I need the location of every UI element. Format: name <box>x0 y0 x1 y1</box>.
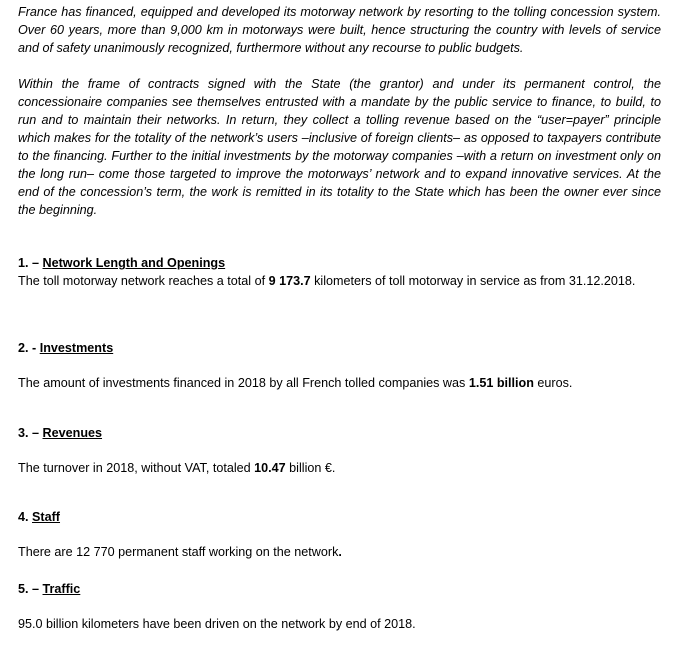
body-text: The turnover in 2018, without VAT, totaled <box>18 461 255 475</box>
section-investments <box>18 339 661 392</box>
section-title: Traffic <box>42 582 81 596</box>
body-text: The amount of investments financed in 2018 by all French tolled companies was <box>18 376 469 390</box>
section-title: Staff <box>32 510 61 524</box>
revenues-value: 10.47 <box>254 461 286 475</box>
body-text: billion €. <box>285 461 336 475</box>
body-text: There are 12 770 permanent staff working on the network <box>18 545 339 559</box>
investments-value: 1.51 billion <box>468 376 534 390</box>
intro-paragraph-2: Within the frame of contracts signed with the State (the grantor) and under its permanent control, the concessionaire companies see themselves entrusted with a mandate by the public service to finance, to build, to run and to maintain their networks. In return, they collect a tolling revenue based on the “user=payer” principle which makes for the totality of the network’s users –inclusive of foreign clients– as opposed to taxpayers contribute to the financing. Further to the initial investments by the motorway companies –with a return on investment only on the long run– come those targeted to improve the motorways’ network and to expand innovative services. At the end of the concession’s term, the work is remitted in its totality to the State which has been the owner ever since the beginning. <box>18 77 661 217</box>
body-period: . <box>338 545 342 559</box>
section-title: Network Length and Openings <box>42 256 226 270</box>
section-title: Revenues <box>42 426 103 440</box>
body-text: kilometers of toll motorway in service as from 31.12.2018. <box>310 274 636 288</box>
section-staff <box>18 508 661 561</box>
section-revenues <box>18 424 661 477</box>
section-number: 5. – <box>18 582 40 596</box>
section-heading-revenues <box>18 424 661 442</box>
section-number: 4. <box>18 510 29 524</box>
section-heading-network <box>18 254 661 272</box>
section-body-staff <box>18 543 661 561</box>
section-number: 1. – <box>18 256 40 270</box>
section-number: 3. – <box>18 426 40 440</box>
section-title: Investments <box>39 341 114 355</box>
section-traffic <box>18 580 661 633</box>
section-body-investments <box>18 374 661 392</box>
section-body-revenues <box>18 459 661 477</box>
network-length-value: 9 173.7 <box>268 274 311 288</box>
section-heading-staff <box>18 508 661 526</box>
section-body-network <box>18 272 661 290</box>
body-text: euros. <box>533 376 573 390</box>
section-heading-traffic <box>18 580 661 598</box>
section-body-traffic: 95.0 billion kilometers have been driven on the network by end of 2018. <box>18 617 416 631</box>
section-network <box>18 254 661 290</box>
intro-paragraph-1: France has financed, equipped and developed its motorway network by resorting to the tolling concession system. Over 60 years, more than 9,000 km in motorways were built, hence structuring the country with levels of service and of safety unanimously recognized, furthermore without any recourse to public budgets. <box>18 5 661 55</box>
section-heading-investments <box>18 339 661 357</box>
body-text: The toll motorway network reaches a total of <box>18 274 269 288</box>
section-number: 2. - <box>18 341 37 355</box>
